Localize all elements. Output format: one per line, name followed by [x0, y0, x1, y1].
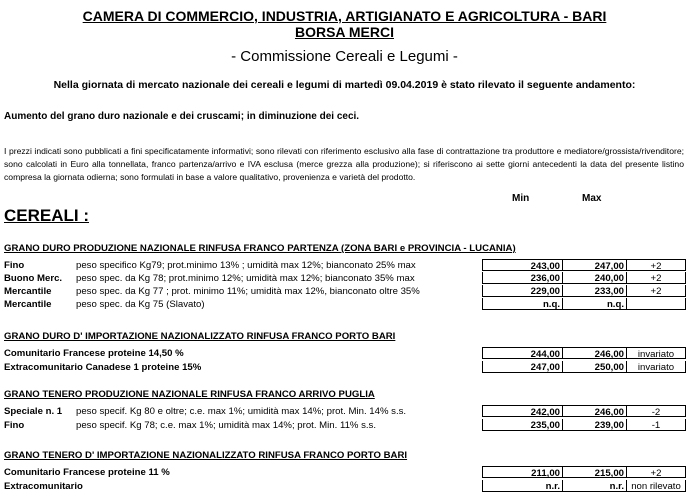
market-headline: Nella giornata di mercato nazionale dei cereali e legumi di martedì 09.04.2019 è stato rilevato il seguente andamento: — [53, 79, 636, 91]
price-change: -1 — [626, 419, 686, 431]
table-row — [0, 272, 689, 285]
price-change: invariato — [626, 347, 686, 359]
max-price: 250,00 — [562, 361, 626, 373]
row-name: Speciale n. 1 — [4, 406, 63, 417]
row-desc: peso spec. da Kg 75 (Slavato) — [76, 299, 205, 310]
row-name: Extracomunitario — [4, 481, 83, 492]
min-price: 243,00 — [482, 259, 562, 271]
table-row — [0, 466, 689, 479]
max-price: n.r. — [562, 480, 626, 492]
table-row — [0, 298, 689, 311]
table-row — [0, 361, 689, 374]
max-price: 240,00 — [562, 272, 626, 284]
min-price: 244,00 — [482, 347, 562, 359]
disclaimer-text: I prezzi indicati sono pubblicati a fini specificatamente informativi; sono rilevati con riferimento esclusivo alla fase di contrattazione tra produttore e mediatore/grossista/rivenditore; sono calcolati in Euro alla tonnellata, franco partenza/arrivo e IVA esclusa (merce grezza alla produzione); si riferiscono ai sette giorni antecedenti la data del presente listino compresa la giornata odierna; sono formulati in base a valore qualitativo, provenienza e varietà del prodotto. — [4, 146, 684, 182]
price-change: non rilevato — [626, 480, 686, 492]
price-change: invariato — [626, 361, 686, 373]
group-heading: GRANO TENERO D' IMPORTAZIONE NAZIONALIZZATO RINFUSA FRANCO PORTO BARI — [4, 450, 408, 461]
section-title: CEREALI : — [4, 206, 89, 225]
row-name: Fino — [4, 420, 25, 431]
price-change: +2 — [626, 285, 686, 297]
row-desc: peso specifico Kg79; prot.minimo 13% ; umidità max 12%; bianconato 25% max — [76, 260, 416, 271]
max-price: n.q. — [562, 298, 626, 310]
price-change: +2 — [626, 466, 686, 478]
max-price: 247,00 — [562, 259, 626, 271]
max-price: 246,00 — [562, 347, 626, 359]
header-title: CAMERA DI COMMERCIO, INDUSTRIA, ARTIGIANATO E AGRICOLTURA - BARI — [82, 8, 607, 24]
header-subtitle-borsa: BORSA MERCI — [294, 24, 395, 40]
row-name: Buono Merc. — [4, 273, 63, 284]
min-price: 229,00 — [482, 285, 562, 297]
market-summary: Aumento del grano duro nazionale e dei cruscami; in diminuzione dei ceci. — [4, 111, 360, 122]
table-row — [0, 285, 689, 298]
row-desc: peso specif. Kg 80 e oltre; c.e. max 1%; umidità max 14%; prot. Min. 14% s.s. — [76, 406, 407, 417]
group-heading: GRANO DURO D' IMPORTAZIONE NAZIONALIZZATO RINFUSA FRANCO PORTO BARI — [4, 331, 396, 342]
table-row — [0, 419, 689, 432]
group-heading: GRANO TENERO PRODUZIONE NAZIONALE RINFUSA FRANCO ARRIVO PUGLIA — [4, 389, 375, 400]
table-row — [0, 259, 689, 272]
min-price: 211,00 — [482, 466, 562, 478]
column-max-header: Max — [582, 193, 602, 204]
row-name: Mercantile — [4, 286, 52, 297]
max-price: 239,00 — [562, 419, 626, 431]
commission-name: - Commissione Cereali e Legumi - — [231, 48, 458, 65]
group-heading: GRANO DURO PRODUZIONE NAZIONALE RINFUSA FRANCO PARTENZA (ZONA BARI e PROVINCIA - LUCANIA) — [4, 243, 516, 254]
row-name: Comunitario Francese proteine 11 % — [4, 467, 170, 478]
row-desc: peso spec. da Kg 78; prot.minimo 12%; umidità max 12%; bianconato 35% max — [76, 273, 415, 284]
min-price: 247,00 — [482, 361, 562, 373]
min-price: 236,00 — [482, 272, 562, 284]
price-change: +2 — [626, 259, 686, 271]
price-change — [626, 298, 686, 310]
row-desc: peso spec. da Kg 77 ; prot. minimo 11%; umidità max 12%, bianconato oltre 35% — [76, 286, 420, 297]
price-change: +2 — [626, 272, 686, 284]
price-change: -2 — [626, 405, 686, 417]
max-price: 215,00 — [562, 466, 626, 478]
row-name: Fino — [4, 260, 25, 271]
column-min-header: Min — [512, 193, 530, 204]
max-price: 233,00 — [562, 285, 626, 297]
min-price: n.r. — [482, 480, 562, 492]
max-price: 246,00 — [562, 405, 626, 417]
table-row — [0, 480, 689, 493]
table-row — [0, 347, 689, 360]
row-name: Extracomunitario Canadese 1 proteine 15% — [4, 362, 202, 373]
table-row — [0, 405, 689, 418]
row-name: Mercantile — [4, 299, 52, 310]
min-price: n.q. — [482, 298, 562, 310]
row-name: Comunitario Francese proteine 14,50 % — [4, 348, 184, 359]
row-desc: peso specif. Kg 78; c.e. max 1%; umidità max 14%; prot. Min. 11% s.s. — [76, 420, 377, 431]
min-price: 242,00 — [482, 405, 562, 417]
min-price: 235,00 — [482, 419, 562, 431]
